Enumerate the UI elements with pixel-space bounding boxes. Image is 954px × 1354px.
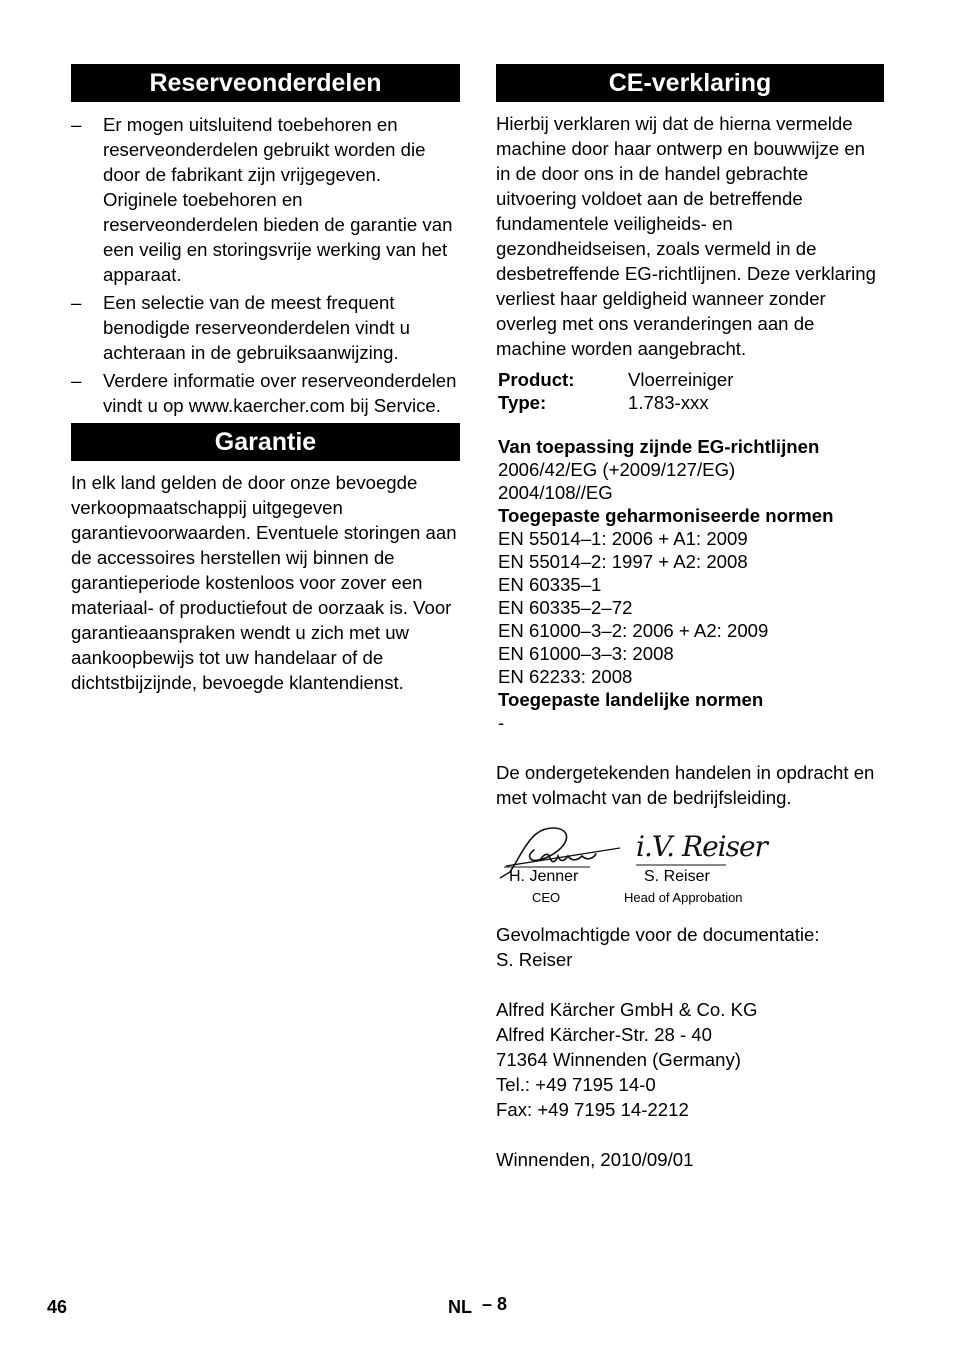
address-line: Tel.: +49 7195 14-0: [496, 1074, 656, 1095]
bullet-dash: –: [71, 292, 82, 313]
directives-heading: Van toepassing zijnde EG-richtlijnen: [498, 436, 820, 457]
signer1-role: CEO: [532, 890, 561, 905]
list-item: – Er mogen uitsluitend toebehoren en reserveonderdelen gebruikt worden die door de fabrikant zijn vrijgegeven. Originele toebehoren en reserveonderdelen bieden de garantie van een veilig en storingsvrije werking van het apparaat.: [71, 114, 453, 285]
harmonised-heading: Toegepaste geharmoniseerde normen: [498, 505, 834, 526]
signature-block: [496, 820, 884, 908]
product-spec-table: [496, 368, 733, 414]
type-value: 1.783-xxx: [628, 392, 709, 413]
spare-parts-list: [71, 112, 460, 418]
standard-line: EN 60335–1: [498, 574, 602, 595]
standards-block: [496, 435, 884, 734]
ce-intro: Hierbij verklaren wij dat de hierna vermelde machine door haar ontwerp en bouwwijze en in de door ons in de handel gebrachte uitvoering voldoet aan de betreffende fundamentele veiligheids- en gezondheidseisen, zoals vermeld in de desbetreffende EG-richtlijnen. Deze verklaring verliest haar geldigheid wanneer zonder overleg met ons veranderingen aan de machine worden aangebracht.: [496, 113, 876, 359]
standard-line: EN 60335–2–72: [498, 597, 633, 618]
signature-reiser: i.V. Reiser: [636, 830, 767, 863]
signer2-name: S. Reiser: [644, 868, 710, 885]
place-date: Winnenden, 2010/09/01: [496, 1149, 694, 1170]
standard-line: EN 55014–2: 1997 + A2: 2008: [498, 551, 748, 572]
list-item: – Verdere informatie over reserveonderdelen vindt u op www.kaercher.com bij Service.: [71, 370, 457, 416]
doc-name: S. Reiser: [496, 949, 573, 970]
standard-line: EN 61000–3–3: 2008: [498, 643, 674, 664]
directive-line: 2006/42/EG (+2009/127/EG): [498, 459, 736, 480]
page-number: 46: [47, 1297, 68, 1317]
table-row: [496, 391, 733, 414]
product-label: Product:: [498, 369, 575, 390]
company-address: [496, 997, 884, 1122]
standard-line: EN 62233: 2008: [498, 666, 633, 687]
spare-parts-heading: Reserveonderdelen: [71, 64, 460, 102]
ce-heading: CE-verklaring: [496, 64, 884, 102]
doc-label: Gevolmachtigde voor de documentatie:: [496, 924, 820, 945]
standard-line: EN 55014–1: 2006 + A1: 2009: [498, 528, 748, 549]
left-column: [71, 64, 460, 695]
signer1-name: H. Jenner: [509, 868, 579, 885]
list-item: – Een selectie van de meest frequent benodigde reserveonderdelen vindt u achteraan in de gebruiksaanwijzing.: [71, 292, 411, 363]
national-value: -: [498, 712, 505, 733]
standard-line: EN 61000–3–2: 2006 + A2: 2009: [498, 620, 769, 641]
table-row: [496, 368, 733, 391]
address-line: Alfred Kärcher GmbH & Co. KG: [496, 999, 758, 1020]
footer-section: – 8: [482, 1294, 508, 1314]
footer-lang: NL: [448, 1297, 472, 1317]
bullet-dash: –: [71, 370, 82, 391]
directive-line: 2004/108//EG: [498, 482, 613, 503]
bullet-dash: –: [71, 114, 82, 135]
address-line: Alfred Kärcher-Str. 28 - 40: [496, 1024, 712, 1045]
type-label: Type:: [498, 392, 547, 413]
documentation-block: [496, 922, 884, 972]
address-line: 71364 Winnenden (Germany): [496, 1049, 741, 1070]
warranty-heading: Garantie: [71, 423, 460, 461]
right-column: [496, 64, 884, 1172]
signer2-role: Head of Approbation: [624, 890, 743, 905]
address-line: Fax: +49 7195 14-2212: [496, 1099, 689, 1120]
national-heading: Toegepaste landelijke normen: [498, 689, 764, 710]
warranty-text: In elk land gelden de door onze bevoegde verkoopmaatschappij uitgegeven garantievoorwaarden. Eventuele storingen aan de accessoires herstellen wij binnen de garantieperiode kostenloos voor zover een materiaal- of productiefout de oorzaak is. Voor garantieaanspraken wendt u zich met uw aankoopbewijs tot uw handelaar of de dichtstbijzijnde, bevoegde klantendienst.: [71, 472, 457, 693]
mandate-text: De ondergetekenden handelen in opdracht en met volmacht van de bedrijfsleiding.: [496, 762, 875, 808]
product-value: Vloerreiniger: [628, 369, 734, 390]
